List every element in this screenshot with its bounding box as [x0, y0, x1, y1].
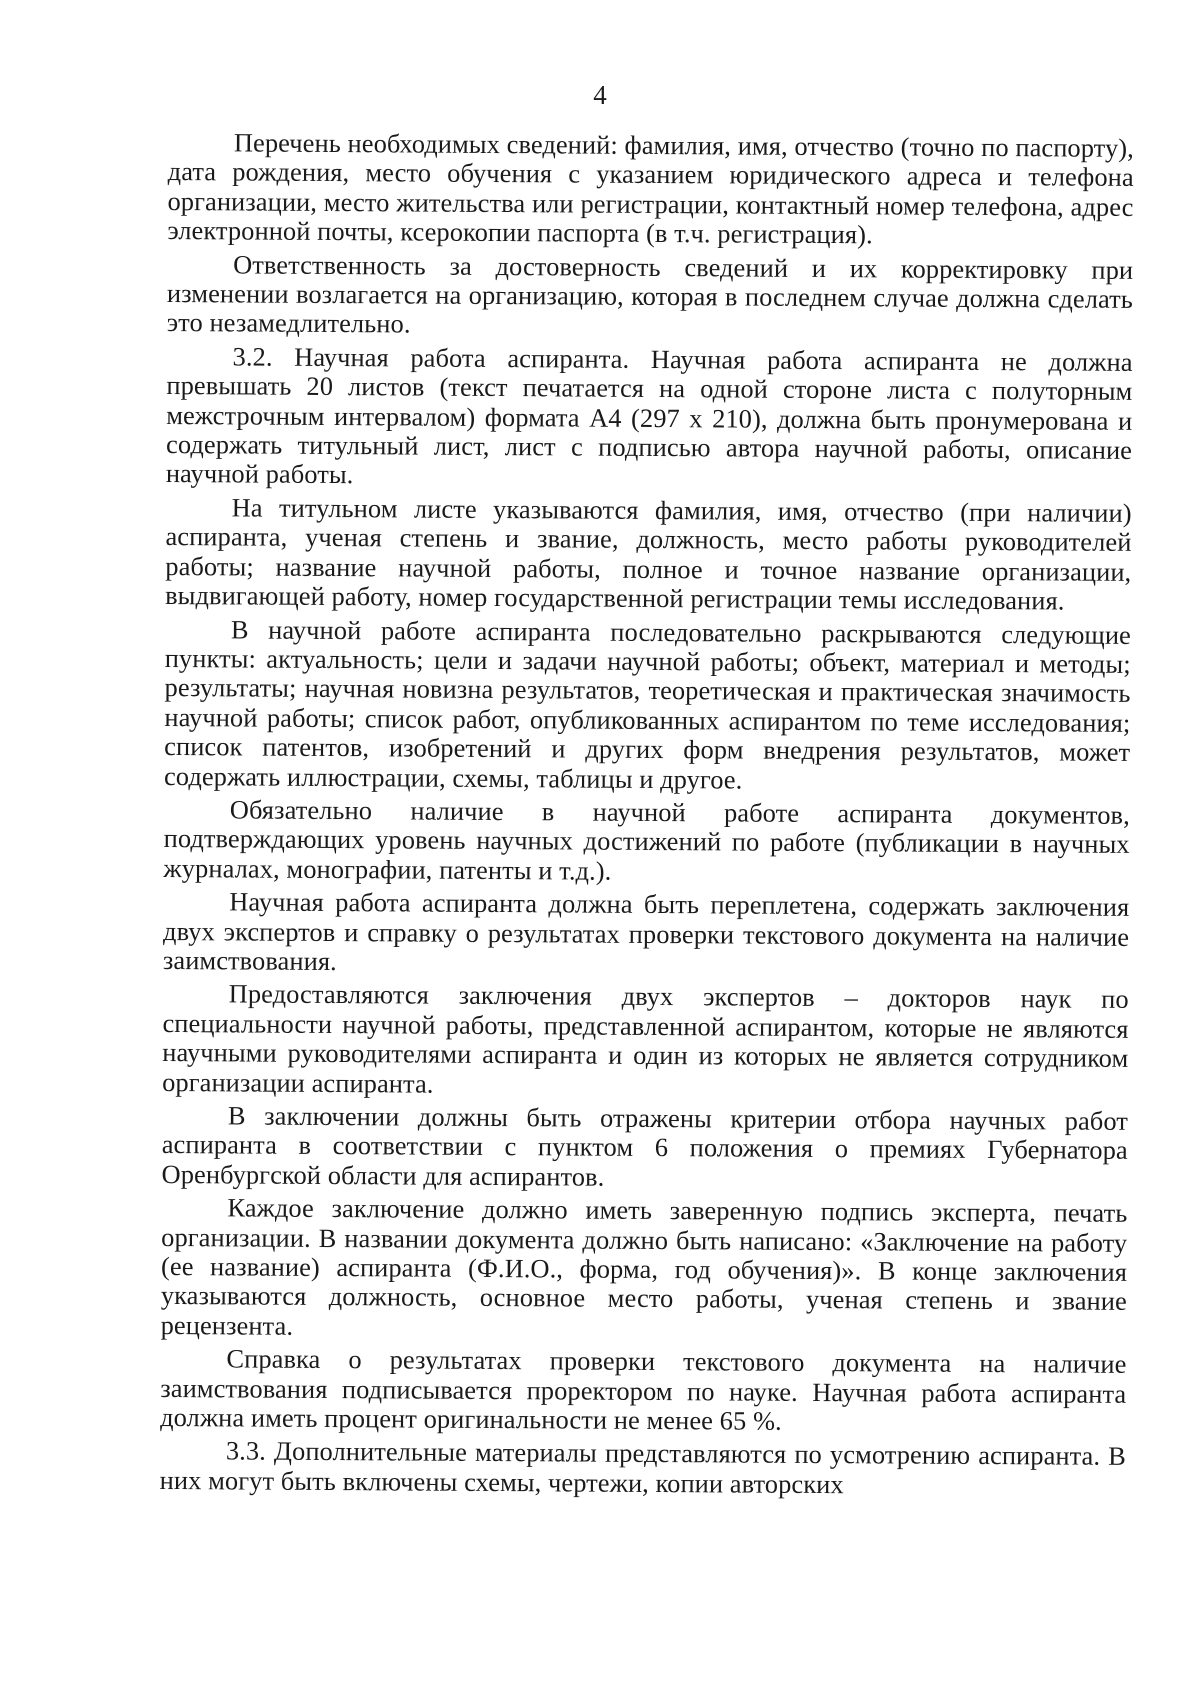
page-number: 4	[593, 80, 607, 110]
paragraph-plagiarism-check: Справка о результатах проверки текстового документа на наличие заимствования подписывается проректором по науке. Научная работа аспиранта должна иметь процент оригинальности не менее 65 %.	[160, 1343, 1127, 1436]
paragraph-section-3-3: 3.3. Дополнительные материалы представляются по усмотрению аспиранта. В них могут быть включены схемы, чертежи, копии авторских	[159, 1435, 1126, 1500]
paragraph-responsibility: Ответственность за достоверность сведений и их корректировку при изменении возлагается на организацию, которая в последнем случае должна сделать это незамедлительно.	[166, 249, 1134, 339]
paragraph-required-info: Перечень необходимых сведений: фамилия, имя, отчество (точно по паспорту), дата рождения, место обучения с указанием юридического адреса и телефона организации, место жительства или регистрации, контактный номер телефона, адрес электронной почты, ксерокопии паспорта (в т.ч. регистрация).	[167, 127, 1134, 250]
paragraph-experts: Предоставляются заключения двух экспертов – докторов наук по специальности научной работы, представленной аспирантом, которые не являются научными руководителями аспиранта и один из которых не является сотрудником организации аспиранта.	[162, 978, 1129, 1099]
paragraph-binding: Научная работа аспиранта должна быть переплетена, содержать заключения двух экспертов и справку о результатах проверки текстового документа на наличие заимствования.	[162, 886, 1130, 977]
paragraph-section-3-2: 3.2. Научная работа аспиранта. Научная работа аспиранта не должна превышать 20 листов (текст печатается на одной стороне листа с полуторным межстрочным интервалом) формата А4 (297 х 210), должна быть пронумерована и содержать титульный лист, лист с подписью автора научной работы, описание научной работы.	[165, 341, 1133, 490]
paragraph-documents-required: Обязательно наличие в научной работе аспиранта документов, подтверждающих уровень научных достижений по работе (публикации в научных журналах, монографии, патенты и т.д.).	[163, 794, 1130, 886]
body-text	[160, 128, 1134, 1505]
paragraph-criteria: В заключении должны быть отражены критерии отбора научных работ аспиранта в соответствии с пунктом 6 положения о премиях Губернатора Оренбургской области для аспирантов.	[161, 1100, 1129, 1192]
paragraph-conclusion-format: Каждое заключение должно иметь заверенную подпись эксперта, печать организации. В названии документа должно быть написано: «Заключение на работу (ее название) аспиранта (Ф.И.О., форма, год обучения)». В конце заключения указываются должность, основное место работы, ученая степень и звание рецензента.	[160, 1192, 1128, 1341]
paragraph-title-page: На титульном листе указываются фамилия, имя, отчество (при наличии) аспиранта, ученая степень и звание, должность, место работы руководителей работы; название научной работы, полное и точное название организации, выдвигающей работу, номер государственной регистрации темы исследования.	[165, 492, 1132, 616]
paragraph-work-contents: В научной работе аспиранта последовательно раскрываются следующие пункты: актуальность; цели и задачи научной работы; объект, материал и методы; результаты; научная новизна результатов, теоретическая и практическая значимость научной работы; список работ, опубликованных аспирантом по теме исследования; список патентов, изобретений и других форм внедрения результатов, может содержать иллюстрации, схемы, таблицы и другое.	[163, 613, 1132, 795]
